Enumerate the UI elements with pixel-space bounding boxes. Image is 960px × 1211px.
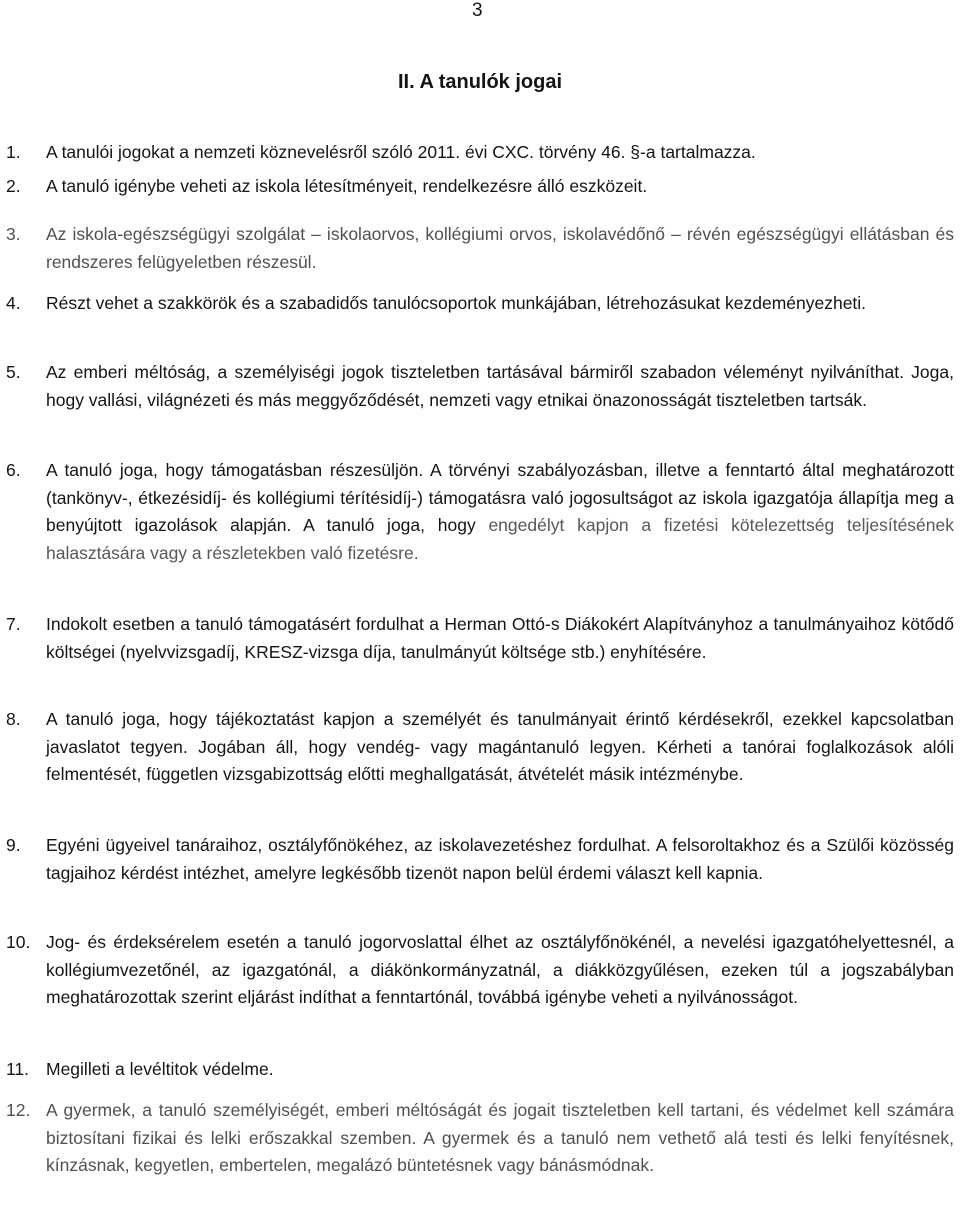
item-text-highlight: engedélyt kapjon a fizetési kötelezettség teljesítésének halasztására vagy a részletekben való fizetésre. [46,515,954,563]
item-text: A tanuló igénybe veheti az iskola létesítményeit, rendelkezésre álló eszközeit. [46,176,648,196]
item-number: 8. [6,709,21,729]
item-text: Jog- és érdeksérelem esetén a tanuló jogorvoslattal élhet az osztályfőnökénél, a nevelési igazgatóhelyettesnél, a kollégiumvezetőnél, az igazgatónál, a diákönkormányzatnál, a diákközgyűlésen, ezeken túl a jogszabályban meghatározottak szerint eljárást indíthat a fenntartónál, továbbá igénybe veheti a nyilvánosságot. [46,932,954,1007]
item-text: Az emberi méltóság, a személyiségi jogok tiszteletben tartásával bármiről szabadon véleményt nyilváníthat. Joga, hogy vallási, világnézeti és más meggyőződését, nemzeti vagy etnikai önazonosságát tiszteletben tartsák. [46,362,954,410]
item-number: 7. [6,614,21,634]
item-number: 3. [6,224,21,244]
item-text: A tanuló joga, hogy tájékoztatást kapjon a személyét és tanulmányait érintő kérdésekről, ezekkel kapcsolatban javaslatot tegyen. Jogában áll, hogy vendég- vagy magántanuló legyen. Kérheti a tanórai foglalkozások alóli felmentését, független vizsgabizottság előtti meghallgatását, átvételét másik intézménybe. [46,709,954,784]
item-text: A tanulói jogokat a nemzeti köznevelésről szóló 2011. évi CXC. törvény 46. §-a tartalmazza. [46,142,756,162]
item-number: 12. [6,1100,31,1120]
item-text [46,457,954,567]
section-heading: II. A tanulók jogai [397,71,563,93]
item-number: 2. [6,176,21,196]
item-number: 5. [6,362,21,382]
item-number: 10. [6,932,31,952]
item-text: Az iskola-egészségügyi szolgálat – iskolaorvos, kollégiumi orvos, iskolavédőnő – révén egészségügyi ellátásban és rendszeres felügyeletben részesül. [46,224,954,272]
item-number: 11. [6,1059,30,1079]
item-text: Részt vehet a szakkörök és a szabadidős tanulócsoportok munkájában, létrehozásukat kezdeményezheti. [46,293,867,313]
item-number: 1. [6,142,21,162]
item-text: Megilleti a levéltitok védelme. [46,1059,274,1079]
page-number: 3 [472,0,483,21]
item-text: A gyermek, a tanuló személyiségét, emberi méltóságát és jogait tiszteletben kell tartani, és védelmet kell számára biztosítani fizikai és lelki erőszakkal szemben. A gyermek és a tanuló nem vethető alá testi és lelki fenyítésnek, kínzásnak, kegyetlen, embertelen, megalázó büntetésnek vagy bánásmódnak. [46,1100,954,1175]
item-number: 4. [6,293,21,313]
item-number: 9. [6,835,21,855]
item-text-main: A tanuló joga, hogy támogatásban részesüljön. A törvényi szabályozásban, illetve a fenntartó által meghatározott (tankönyv-, étkezésidíj- és kollégiumi térítésidíj-) támogatásra való jogosultságot az iskola igazgatója állapítja meg a benyújtott igazolások alapján. A tanuló joga, hogy [46,460,954,535]
item-text: Egyéni ügyeivel tanáraihoz, osztályfőnökéhez, az iskolavezetéshez fordulhat. A felsoroltakhoz és a Szülői közösség tagjaihoz kérdést intézhet, amelyre legkésőbb tizenöt napon belül érdemi választ kell kapnia. [46,835,954,883]
item-text: Indokolt esetben a tanuló támogatásért fordulhat a Herman Ottó-s Diákokért Alapítványhoz a tanulmányaihoz kötődő költségei (nyelvvizsgadíj, KRESZ-vizsga díja, tanulmányút költsége stb.) enyhítésére. [46,614,954,662]
item-number: 6. [6,460,21,480]
